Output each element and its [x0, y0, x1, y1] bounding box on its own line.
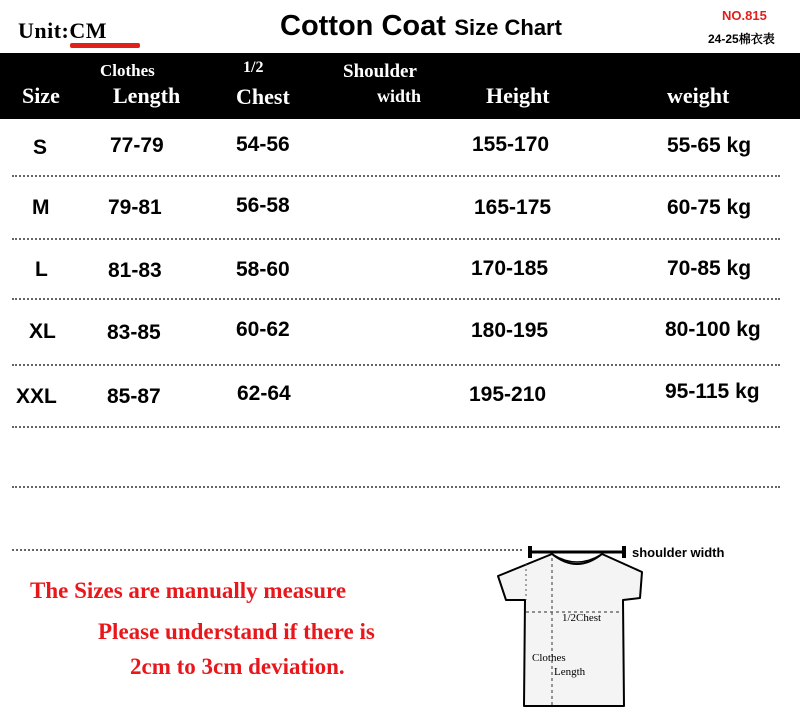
title-sub: Size Chart	[454, 15, 562, 40]
row-xxl-length: 85-87	[107, 385, 161, 408]
diagram-length-label-bottom: Length	[554, 666, 586, 678]
row-xl-chest: 60-62	[236, 318, 290, 341]
row-s-length: 77-79	[110, 134, 164, 157]
row-m-height: 165-175	[474, 196, 552, 219]
row-s-weight: 55-65 kg	[667, 134, 752, 157]
row-divider	[12, 238, 780, 240]
row-divider	[12, 364, 780, 366]
row-xl-height: 180-195	[471, 319, 549, 342]
row-s-size: S	[33, 136, 48, 159]
header-size: Size	[22, 83, 60, 108]
row-divider	[12, 298, 780, 300]
row-m-chest: 56-58	[236, 194, 290, 217]
row-l-weight: 70-85 kg	[667, 257, 752, 280]
tshirt-diagram	[490, 540, 800, 708]
diagram-length-label-top: Clothes	[532, 652, 566, 664]
header-shoulder: Shoulder	[343, 61, 417, 82]
row-l-height: 170-185	[471, 257, 549, 280]
row-divider	[12, 486, 780, 488]
header-length-top: Clothes	[100, 61, 155, 80]
note-line-3: 2cm to 3cm deviation.	[130, 654, 345, 679]
row-m-weight: 60-75 kg	[667, 196, 752, 219]
row-l-chest: 58-60	[236, 258, 290, 281]
table-header	[0, 53, 800, 119]
row-s-height: 155-170	[472, 133, 550, 156]
unit-value: CM	[69, 18, 108, 43]
row-m-length: 79-81	[108, 196, 162, 219]
header-chest-top: 1/2	[243, 59, 264, 76]
row-l-size: L	[35, 258, 48, 281]
row-xxl-size: XXL	[16, 385, 57, 408]
unit-prefix: Unit:	[18, 18, 70, 43]
row-divider	[12, 175, 780, 177]
header-length: Length	[113, 83, 181, 108]
header-shoulder-sub: width	[377, 86, 422, 106]
page-title	[280, 10, 562, 43]
row-xl-weight: 80-100 kg	[665, 318, 761, 341]
row-divider	[12, 426, 780, 428]
diagram-shoulder-label: shoulder width	[632, 545, 725, 560]
product-code: NO.815	[722, 8, 767, 23]
diagram-chest-label: 1/2Chest	[562, 612, 602, 624]
title-main: Cotton Coat	[280, 10, 446, 42]
note-line-1: The Sizes are manually measure	[30, 578, 347, 603]
product-subcode: 24-25棉衣表	[708, 32, 775, 46]
tshirt-icon	[490, 540, 800, 708]
row-l-length: 81-83	[108, 259, 162, 282]
header-chest: Chest	[236, 84, 290, 109]
row-xl-size: XL	[29, 320, 56, 343]
row-m-size: M	[32, 196, 50, 219]
row-xxl-weight: 95-115 kg	[665, 380, 760, 403]
header-height: Height	[486, 83, 550, 108]
note-line-2: Please understand if there is	[98, 619, 375, 644]
row-xxl-chest: 62-64	[237, 382, 291, 405]
header-weight: weight	[667, 83, 730, 108]
row-xl-length: 83-85	[107, 321, 161, 344]
unit-label	[18, 18, 107, 44]
unit-underline	[70, 43, 140, 48]
row-s-chest: 54-56	[236, 133, 290, 156]
row-xxl-height: 195-210	[469, 383, 547, 406]
row-divider	[12, 549, 522, 551]
